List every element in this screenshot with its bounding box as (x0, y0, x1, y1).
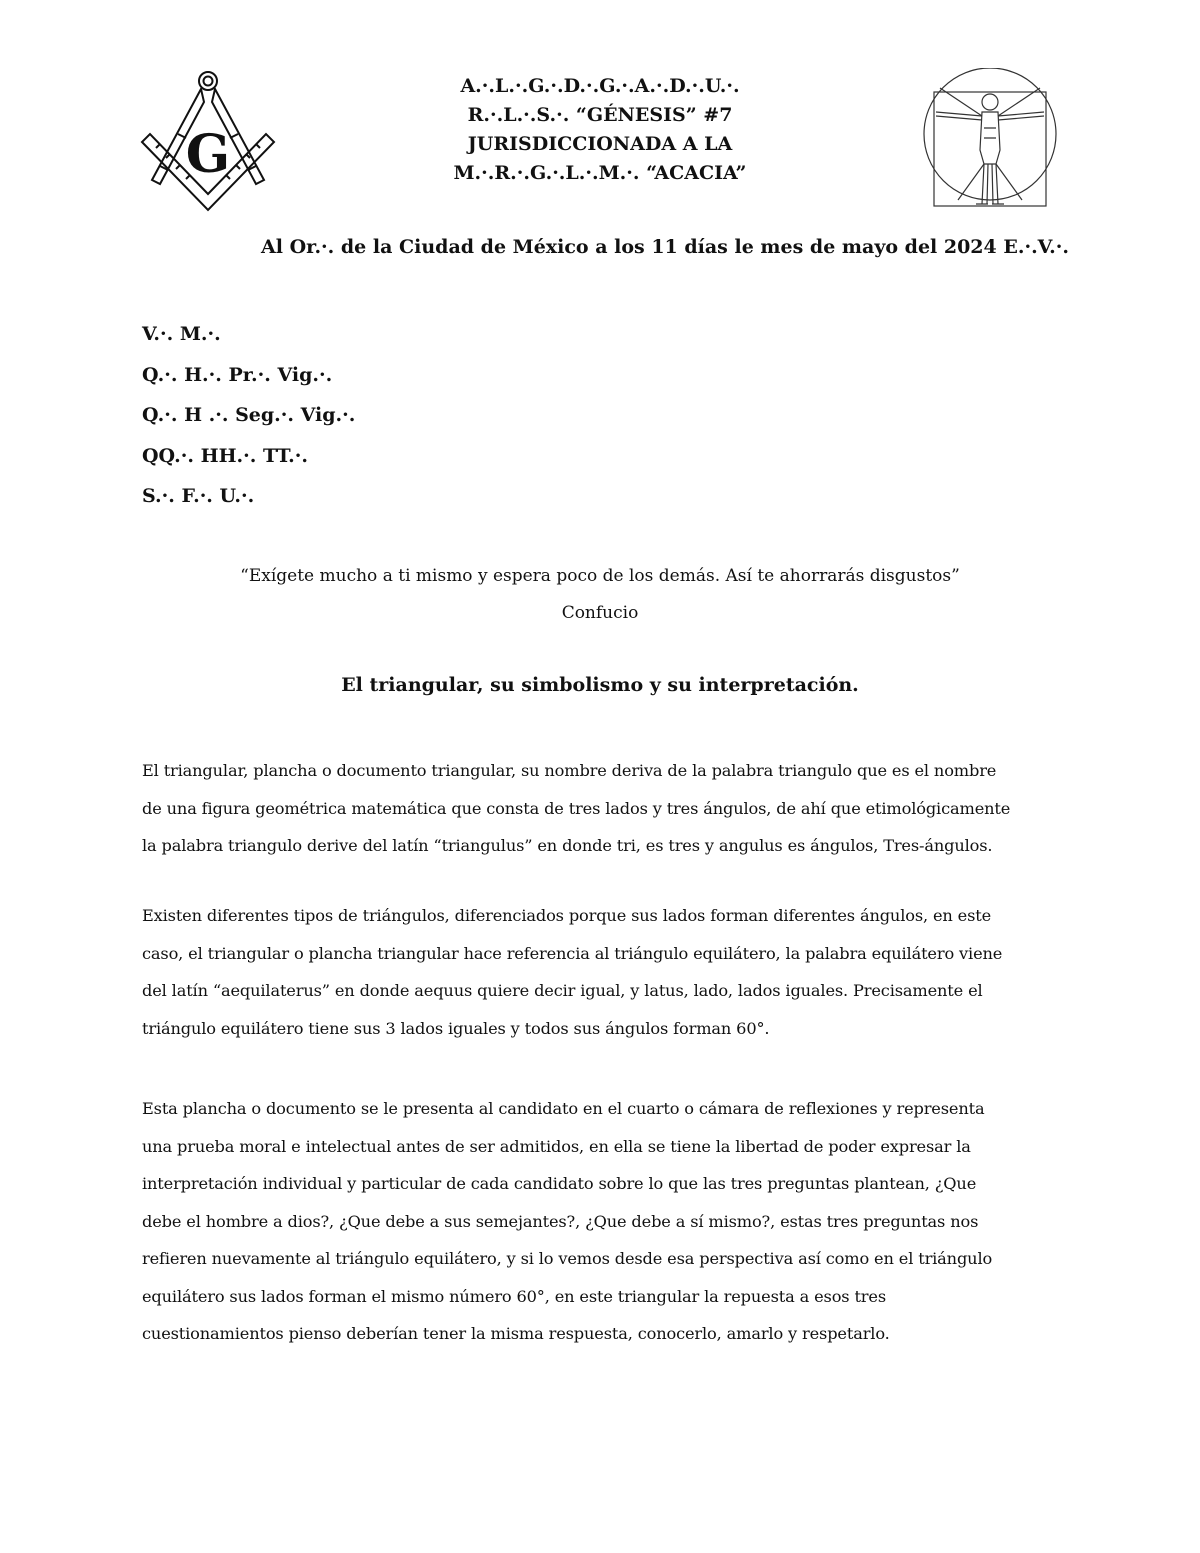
paragraph-line: la palabra triangulo derive del latín “triangulus” en donde tri, es tres y angulus es ángulos, Tres-ángulos. (142, 836, 993, 855)
header-line-3: JURISDICCIONADA A LA (467, 133, 733, 155)
paragraph-line: triángulo equilátero tiene sus 3 lados iguales y todos sus ángulos forman 60°. (142, 1018, 770, 1038)
body-paragraph-2 (142, 897, 1062, 1047)
epigraph-quote (140, 558, 1060, 632)
greetings-list (142, 314, 355, 517)
paragraph-line: interpretación individual y particular de cada candidato sobre lo que las tres preguntas plantean, ¿Que (142, 1174, 977, 1193)
document-title: El triangular, su simbolismo y su interpretación. (341, 674, 859, 696)
quote-text: “Exígete mucho a ti mismo y espera poco de los demás. Así te ahorrarás disgustos” (240, 566, 960, 586)
lodge-header (360, 72, 840, 188)
body-paragraph-1 (142, 752, 1062, 865)
paragraph-line: Esta plancha o documento se le presenta al candidato en el cuarto o cámara de reflexiones y representa (142, 1099, 985, 1118)
header-line-4: M.·.R.·.G.·.L.·.M.·. “ACACIA” (453, 162, 747, 184)
paragraph-line: del latín “aequilaterus” en donde aequus quiere decir igual, y latus, lado, lados iguales. Precisamente el (142, 981, 983, 1000)
logo-letter-g: G (185, 124, 231, 185)
date-line: Al Or.·. de la Ciudad de México a los 11 días le mes de mayo del 2024 E.·.V.·. (261, 236, 1069, 258)
quote-author: Confucio (561, 603, 639, 623)
header-line-2: R.·.L.·.S.·. “GÉNESIS” #7 (467, 104, 733, 126)
paragraph-line: Existen diferentes tipos de triángulos, diferenciados porque sus lados forman diferentes ángulos, en este (142, 906, 992, 925)
paragraph-line: de una figura geométrica matemática que consta de tres lados y tres ángulos, de ahí que etimológicamente (142, 798, 1011, 818)
greeting-line: Q.·. H.·. Pr.·. Vig.·. (142, 363, 333, 386)
greeting-line: V.·. M.·. (142, 323, 221, 345)
square-and-compass-logo (138, 68, 278, 213)
vitruvian-man-logo (918, 68, 1060, 210)
greeting-line: S.·. F.·. U.·. (142, 485, 255, 507)
greeting-line: Q.·. H .·. Seg.·. Vig.·. (142, 404, 356, 426)
paragraph-line: una prueba moral e intelectual antes de ser admitidos, en ella se tiene la libertad de poder expresar la (142, 1136, 971, 1156)
paragraph-line: El triangular, plancha o documento triangular, su nombre deriva de la palabra triangulo que es el nombre (142, 761, 997, 780)
greeting-line: QQ.·. HH.·. TT.·. (142, 444, 308, 467)
paragraph-line: caso, el triangular o plancha triangular hace referencia al triángulo equilátero, la palabra equilátero viene (142, 943, 1003, 963)
paragraph-line: cuestionamientos pienso deberían tener la misma respuesta, conocerlo, amarlo y respetarlo. (142, 1324, 890, 1343)
paragraph-line: equilátero sus lados forman el mismo número 60°, en este triangular la repuesta a esos tres (142, 1286, 886, 1306)
body-paragraph-3 (142, 1090, 1062, 1353)
paragraph-line: debe el hombre a dios?, ¿Que debe a sus semejantes?, ¿Que debe a sí mismo?, estas tres preguntas nos (142, 1211, 979, 1231)
paragraph-line: refieren nuevamente al triángulo equilátero, y si lo vemos desde esa perspectiva así como en el triángulo (142, 1249, 993, 1268)
header-line-1: A.·.L.·.G.·.D.·.G.·.A.·.D.·.U.·. (460, 75, 740, 97)
